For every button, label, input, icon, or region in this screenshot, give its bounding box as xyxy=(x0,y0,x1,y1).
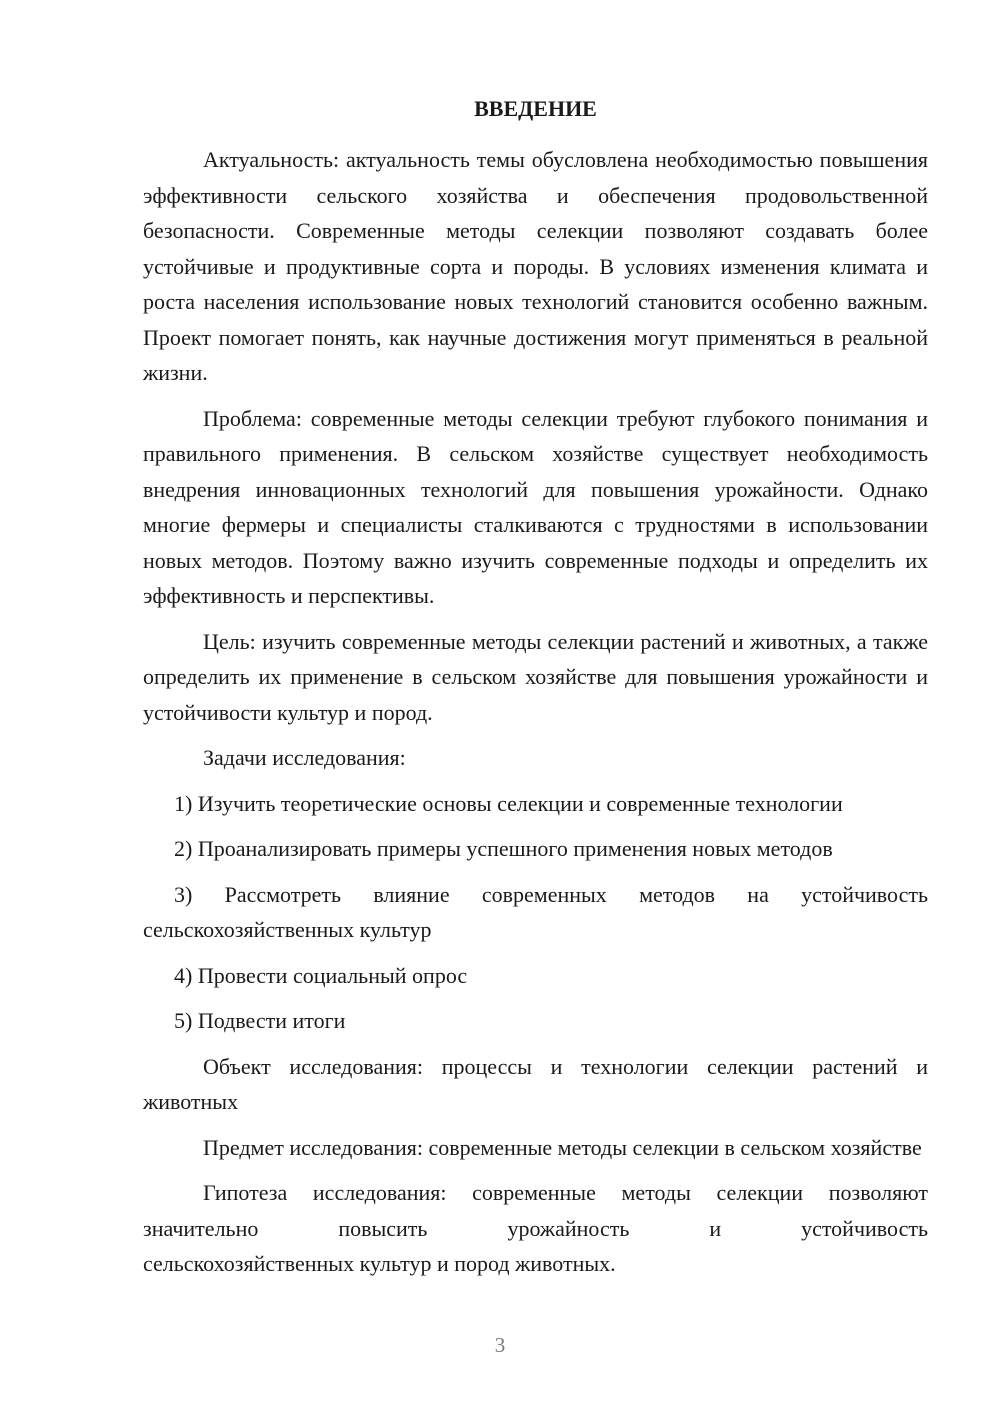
tasks-heading: Задачи исследования: xyxy=(203,745,406,770)
task-item-1: 1) Изучить теоретические основы селекции и современные технологии xyxy=(174,790,843,816)
document-page xyxy=(143,92,928,1282)
page-number: 3 xyxy=(494,1333,506,1357)
problem-paragraph: Проблема: современные методы селекции требуют глубокого понимания и правильного применения. В сельском хозяйстве существует необходимость внедрения инновационных технологий для повышения урожайности. Однако многие фермеры и специалисты сталкиваются с трудностями в использовании новых методов. Поэтому важно изучить современные подходы и определить их эффективность и перспективы. xyxy=(143,405,928,608)
subject-paragraph: Предмет исследования: современные методы селекции в сельском хозяйстве xyxy=(203,1134,922,1160)
relevance-paragraph: Актуальность: актуальность темы обусловлена необходимостью повышения эффективности сельского хозяйства и обеспечения продовольственной безопасности. Современные методы селекции позволяют создавать более устойчивые и продуктивные сорта и породы. В условиях изменения климата и роста населения использование новых технологий становится особенно важным. Проект помогает понять, как научные достижения могут применяться в реальной жизни. xyxy=(143,147,928,385)
hypothesis-line-3: сельскохозяйственных культур и пород животных. xyxy=(143,1251,616,1276)
goal-paragraph: Цель: изучить современные методы селекции растений и животных, а также определить их применение в сельском хозяйстве для повышения урожайности и устойчивости культур и пород. xyxy=(143,628,928,725)
task-item-3: 3) Рассмотреть влияние современных методов на устойчивость сельскохозяйственных культур xyxy=(143,881,928,942)
hypothesis-line-2: значительно повысить урожайность и устойчивость xyxy=(143,1215,928,1241)
task-item-5: 5) Подвести итоги xyxy=(174,1008,346,1033)
object-paragraph: Объект исследования: процессы и технологии селекции растений и животных xyxy=(143,1053,928,1114)
section-title: ВВЕДЕНИЕ xyxy=(474,96,597,121)
hypothesis-paragraph xyxy=(143,1175,928,1282)
task-item-2: 2) Проанализировать примеры успешного применения новых методов xyxy=(174,836,833,861)
hypothesis-line-1: Гипотеза исследования: современные методы селекции позволяют xyxy=(203,1180,928,1205)
task-item-4: 4) Провести социальный опрос xyxy=(174,962,468,988)
